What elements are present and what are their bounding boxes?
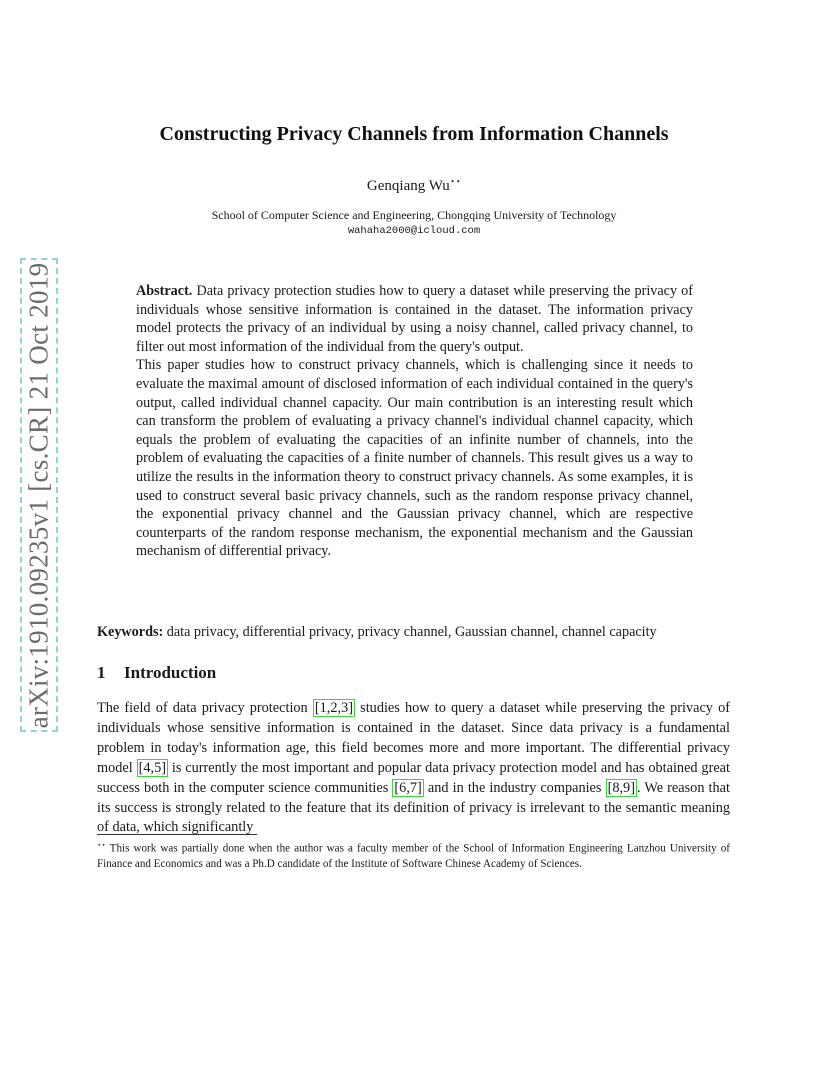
arxiv-identifier-text: arXiv:1910.09235v1 [cs.CR] 21 Oct 2019 [23,262,54,728]
keywords-label: Keywords: [97,624,164,640]
footnote [97,838,730,873]
citation-link[interactable]: [1,2,3] [314,700,353,716]
citation-link[interactable]: [4,5] [138,759,166,776]
footnote-mark: ⋆⋆ [97,841,106,849]
author-line [0,176,828,195]
author-footnote-mark: ⋆⋆ [449,176,462,186]
keywords-text: data privacy, differential privacy, privacy channel, Gaussian channel, channel capacity [166,624,657,640]
citation-link[interactable]: [8,9] [607,779,635,796]
body-text-segment: . We reason that its success is strongly related to the feature that its definition of privacy is irrelevant to the semantic meaning of data, which significantly [97,779,730,836]
keywords-line [97,623,737,641]
section-number: 1 [97,663,106,682]
body-text-segment: The field of data privacy protection [97,700,313,716]
citation-link[interactable]: [6,7] [394,779,422,796]
arxiv-identifier-sidebar[interactable] [20,258,58,732]
footnote-divider [97,834,257,835]
body-text-segment: and in the industry companies [423,779,606,796]
abstract-label: Abstract. [136,283,193,299]
abstract-block [136,282,693,561]
author-name: Genqiang Wu [366,178,450,194]
paper-title: Constructing Privacy Channels from Information Channels [159,123,669,145]
section-heading [97,663,216,683]
footnote-text: This work was partially done when the author was a faculty member of the School of Information Engineering Lanzhou University of Finance and Economics and was a Ph.D candidate of the Institute of Software Chinese Academy of Sciences. [97,842,731,871]
abstract-paragraph-1 [136,282,693,356]
abstract-paragraph-2: This paper studies how to construct privacy channels, which is challenging since it needs to evaluate the maximal amount of disclosed information of each individual contained in the query's output, called individual channel capacity. Our main contribution is an interesting result which can transform the problem of evaluating a privacy channel's individual channel capacity, which equals the problem of evaluating the capacities of an infinite number of channels, into the problem of evaluating the capacities of a finite number of channels. This result gives us a way to utilize the results in the information theory to construct privacy channels. As some examples, it is used to construct several basic privacy channels, such as the random response privacy channel, the exponential privacy channel and the Gaussian privacy channel, which are respective counterparts of the random response mechanism, the exponential mechanism and the Gaussian mechanism of differential privacy. [136,357,693,560]
section-title: Introduction [124,663,217,682]
abstract-text-1: Data privacy protection studies how to query a dataset while preserving the privacy of individuals whose sensitive information is contained in the dataset. The information privacy model protects the privacy of an individual by using a noisy channel, called privacy channel, to filter out most information of the individual from the query's output. [136,283,694,355]
author-email: wahaha2000@icloud.com [347,225,481,237]
affiliation: School of Computer Science and Engineering, Chongqing University of Technology [211,208,617,222]
body-text-segment: is currently the most important and popular data privacy protection model and has obtained great success both in the computer science communities [97,759,730,796]
body-text-segment: studies how to query a dataset while preserving the privacy of individuals whose sensitive information is contained in the dataset. Since data privacy is a fundamental problem in today's information age, this field becomes more and more important. The differential privacy model [97,700,730,776]
intro-paragraph [97,699,730,838]
